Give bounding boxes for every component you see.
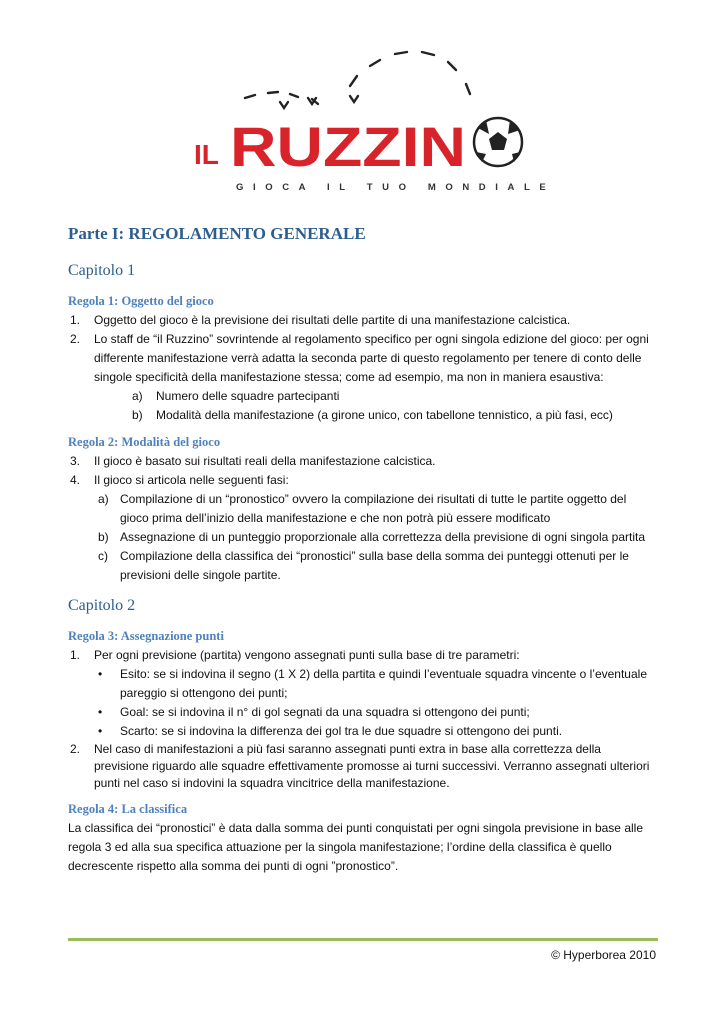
svg-text:RUZZIN: RUZZIN: [230, 115, 466, 178]
list-item: 4. Il gioco si articola nelle seguenti fasi:: [70, 473, 289, 487]
list-item: 2. Nel caso di manifestazioni a più fasi saranno assegnati punti extra in base alla correttezza della previsione riguardo alle squadre effettivamente promosse ai turni successivi. Verranno assegnati ulteriori punti nel caso si indovini la squadra vincitrice della manifestazione.: [70, 742, 650, 790]
list-item: 3. Il gioco è basato sui risultati reali della manifestazione calcistica.: [70, 454, 436, 468]
list-item: 1. Oggetto del gioco è la previsione dei risultati delle partite di una manifestazione calcistica.: [70, 313, 571, 327]
rule-4-title: Regola 4: La classifica: [68, 802, 188, 816]
chapter-2-heading: Capitolo 2: [68, 597, 136, 614]
rule-2-title: Regola 2: Modalità del gioco: [68, 435, 221, 449]
list-item: 2. Lo staff de “il Ruzzino” sovrintende al regolamento specifico per ogni singola edizione del gioco: per ogni differente manifestazione verrà adatta la seconda parte di questo regolamento per tenere di conto delle singole specificità della manifestazione stessa; come ad esempio, ma non in maniera esaustiva:: [70, 332, 649, 384]
footer-divider: [68, 938, 658, 941]
sub-item: b) Assegnazione di un punteggio proporzionale alla correttezza della previsione di ogni singola partita: [98, 530, 646, 544]
svg-text:GIOCA IL TUO MONDIALE: GIOCA IL TUO MONDIALE: [236, 182, 556, 193]
svg-text:IL: IL: [194, 139, 219, 170]
sub-item: b) Modalità della manifestazione (a girone unico, con tabellone tennistico, a più fasi, ecc): [132, 408, 613, 422]
rule-3-title: Regola 3: Assegnazione punti: [68, 629, 224, 643]
il-ruzzino-logo: [194, 42, 556, 202]
footer-copyright: © Hyperborea 2010: [551, 948, 656, 962]
document-body: [68, 224, 658, 876]
sub-item: a) Compilazione di un “pronostico” ovvero la compilazione dei risultati di tutte le partite oggetto del gioco prima dell’inizio della manifestazione e che non potrà più essere modificato: [98, 492, 627, 525]
list-item: 1. Per ogni previsione (partita) vengono assegnati punti sulla base di tre parametri:: [70, 648, 520, 662]
part-title: Parte I: REGOLAMENTO GENERALE: [68, 224, 366, 243]
bullet-item: • Esito: se si indovina il segno (1 X 2) della partita e quindi l’eventuale squadra vincente o l’eventuale pareggio si ottengono dei punti;: [98, 667, 647, 700]
sub-item: c) Compilazione della classifica dei “pronostici” sulla base della somma dei punteggi ottenuti per le previsioni delle singole partite.: [98, 549, 629, 582]
rule-1-title: Regola 1: Oggetto del gioco: [68, 294, 214, 308]
rule-4-text: La classifica dei “pronostici” è data dalla somma dei punti conquistati per ogni singola previsione in base alle regola 3 ed alla sua specifica attuazione per la singola manifestazione; l’ordine della classifica è quello decrescente rispetto alla somma dei punti di ogni ”pronostico”.: [68, 821, 643, 873]
bullet-item: • Scarto: se si indovina la differenza dei gol tra le due squadre si ottengono dei punti.: [98, 724, 563, 738]
soccer-ball-icon: [474, 118, 522, 166]
chapter-1-heading: Capitolo 1: [68, 262, 136, 279]
bullet-item: • Goal: se si indovina il n° di gol segnati da una squadra si ottengono dei punti;: [98, 705, 530, 719]
sub-item: a) Numero delle squadre partecipanti: [132, 389, 340, 403]
